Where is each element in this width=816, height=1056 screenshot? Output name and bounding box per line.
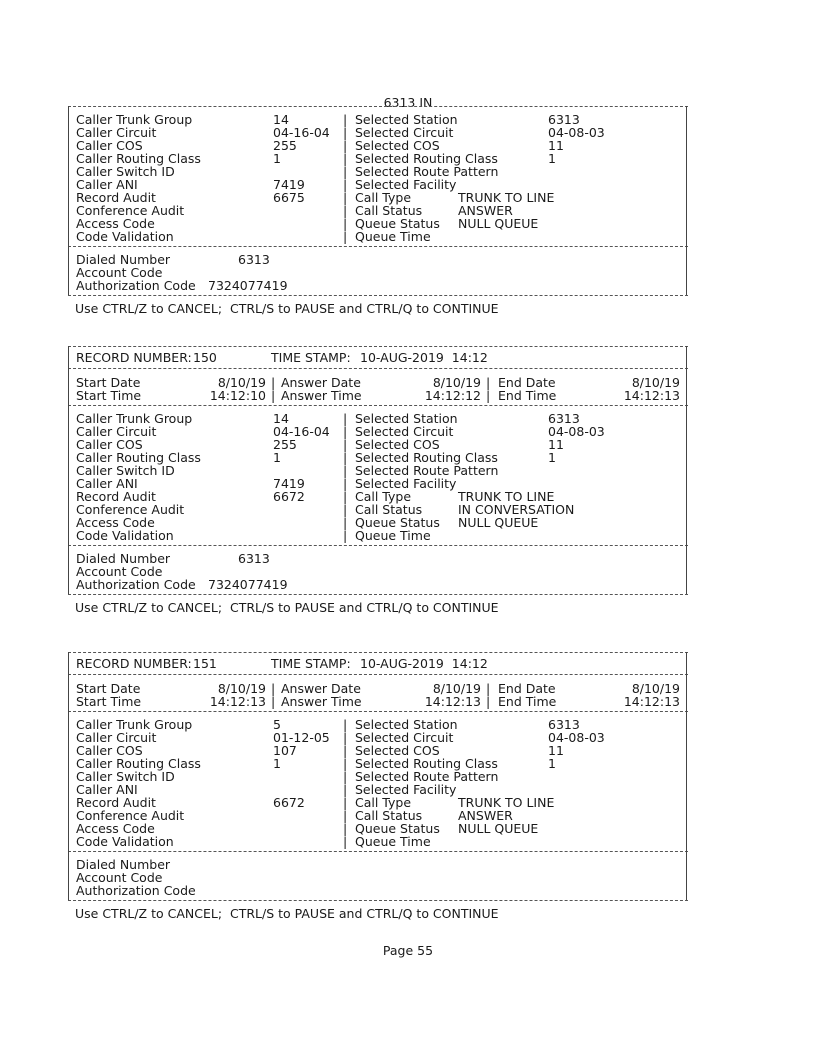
field-value: 04-08-03 xyxy=(548,125,605,140)
field-value: 7419 xyxy=(273,476,305,491)
time-row xyxy=(68,695,688,708)
field-label: Selected Circuit xyxy=(355,424,454,439)
field-label: Caller Switch ID xyxy=(76,164,175,179)
field-value: 04-08-03 xyxy=(548,424,605,439)
continue-hint: Use CTRL/Z to CANCEL; CTRL/S to PAUSE and CTRL/Q to CONTINUE xyxy=(75,600,499,615)
field-value: NULL QUEUE xyxy=(458,515,539,530)
field-value: TRUNK TO LINE xyxy=(458,795,555,810)
field-label: Conference Audit xyxy=(76,502,185,517)
field-value: 6313 xyxy=(238,551,270,566)
column-divider: | xyxy=(343,203,348,218)
field-value: 6313 xyxy=(548,112,580,127)
field-label: Call Type xyxy=(355,489,412,504)
start-time-value: 14:12:13 xyxy=(209,694,266,709)
column-divider: | xyxy=(343,834,348,849)
answer-date-label: Answer Date xyxy=(281,375,361,390)
start-time-label: Start Time xyxy=(76,694,142,709)
field-value: IN CONVERSATION xyxy=(458,502,575,517)
column-divider: | xyxy=(343,743,348,758)
field-label: Access Code xyxy=(76,821,155,836)
field-label: Queue Time xyxy=(355,834,431,849)
field-label: Access Code xyxy=(76,515,155,530)
time-row xyxy=(68,389,688,402)
answer-date-value: 8/10/19 xyxy=(432,681,481,696)
field-label: Selected Facility xyxy=(355,177,457,192)
column-divider: | xyxy=(343,717,348,732)
call-record-block xyxy=(68,346,688,594)
code-row xyxy=(68,578,688,591)
column-divider: | xyxy=(343,782,348,797)
field-value: 1 xyxy=(548,151,556,166)
column-divider: | xyxy=(486,681,491,696)
field-label: Selected Circuit xyxy=(355,730,454,745)
field-value: 255 xyxy=(273,138,297,153)
field-value: 1 xyxy=(273,756,281,771)
field-label: Call Type xyxy=(355,795,412,810)
detail-row xyxy=(68,835,688,848)
detail-row xyxy=(68,230,688,243)
field-value: 1 xyxy=(273,151,281,166)
field-label: Caller Switch ID xyxy=(76,769,175,784)
time-stamp-label: TIME STAMP: xyxy=(271,350,351,365)
end-date-value: 8/10/19 xyxy=(631,375,680,390)
field-label: Code Validation xyxy=(76,834,174,849)
field-value: 7324077419 xyxy=(208,577,288,592)
answer-time-value: 14:12:13 xyxy=(424,694,481,709)
end-time-label: End Time xyxy=(498,694,557,709)
column-divider: | xyxy=(343,528,348,543)
field-label: Code Validation xyxy=(76,528,174,543)
field-value: 14 xyxy=(273,411,289,426)
field-label: Selected Route Pattern xyxy=(355,463,499,478)
field-value: TRUNK TO LINE xyxy=(458,190,555,205)
field-label: Code Validation xyxy=(76,229,174,244)
field-value: 7324077419 xyxy=(208,278,288,293)
field-value: TRUNK TO LINE xyxy=(458,489,555,504)
column-divider: | xyxy=(343,756,348,771)
column-divider: | xyxy=(271,681,276,696)
dashed-separator xyxy=(68,545,688,546)
field-label: Selected Route Pattern xyxy=(355,164,499,179)
start-date-value: 8/10/19 xyxy=(217,681,266,696)
column-divider: | xyxy=(343,229,348,244)
dashed-separator xyxy=(68,652,688,653)
field-label: Account Code xyxy=(76,870,163,885)
field-label: Queue Time xyxy=(355,229,431,244)
column-divider: | xyxy=(343,164,348,179)
field-label: Selected COS xyxy=(355,743,440,758)
column-divider: | xyxy=(343,808,348,823)
column-divider: | xyxy=(343,730,348,745)
time-stamp-value: 10-AUG-2019 14:12 xyxy=(360,350,488,365)
left-border xyxy=(68,346,70,594)
detail-row xyxy=(68,529,688,542)
dashed-separator xyxy=(68,711,688,712)
dashed-separator xyxy=(68,674,688,675)
field-value: 107 xyxy=(273,743,297,758)
column-divider: | xyxy=(343,437,348,452)
page-title: 6313 IN xyxy=(383,95,433,110)
field-label: Selected Circuit xyxy=(355,125,454,140)
field-label: Access Code xyxy=(76,216,155,231)
answer-time-label: Answer Time xyxy=(281,388,362,403)
field-value: 04-16-04 xyxy=(273,424,330,439)
column-divider: | xyxy=(343,476,348,491)
column-divider: | xyxy=(271,388,276,403)
continue-hint: Use CTRL/Z to CANCEL; CTRL/S to PAUSE and CTRL/Q to CONTINUE xyxy=(75,301,499,316)
column-divider: | xyxy=(343,515,348,530)
dashed-separator xyxy=(68,594,688,595)
column-divider: | xyxy=(343,411,348,426)
field-label: Call Status xyxy=(355,502,423,517)
record-number-label: RECORD NUMBER: xyxy=(76,350,192,365)
column-divider: | xyxy=(343,821,348,836)
field-label: Caller Circuit xyxy=(76,730,157,745)
column-divider: | xyxy=(271,375,276,390)
end-date-label: End Date xyxy=(498,681,556,696)
column-divider: | xyxy=(486,388,491,403)
field-label: Selected Facility xyxy=(355,476,457,491)
field-value: 6313 xyxy=(238,252,270,267)
field-value: 14 xyxy=(273,112,289,127)
field-label: Selected Station xyxy=(355,717,458,732)
dashed-separator xyxy=(68,900,688,901)
dashed-separator xyxy=(68,346,688,347)
date-row xyxy=(68,682,688,695)
code-row xyxy=(68,884,688,897)
right-border xyxy=(686,106,688,295)
call-record-block xyxy=(68,106,688,295)
field-value: 01-12-05 xyxy=(273,730,330,745)
field-label: Account Code xyxy=(76,564,163,579)
date-row xyxy=(68,376,688,389)
field-label: Dialed Number xyxy=(76,252,171,267)
field-label: Queue Status xyxy=(355,515,440,530)
column-divider: | xyxy=(271,694,276,709)
field-value: 6672 xyxy=(273,489,305,504)
column-divider: | xyxy=(343,151,348,166)
field-label: Record Audit xyxy=(76,795,156,810)
answer-date-label: Answer Date xyxy=(281,681,361,696)
field-value: 1 xyxy=(548,450,556,465)
field-value: ANSWER xyxy=(458,808,513,823)
column-divider: | xyxy=(343,216,348,231)
field-label: Caller COS xyxy=(76,437,143,452)
column-divider: | xyxy=(343,795,348,810)
field-label: Queue Time xyxy=(355,528,431,543)
end-date-value: 8/10/19 xyxy=(631,681,680,696)
column-divider: | xyxy=(343,177,348,192)
field-label: Authorization Code xyxy=(76,577,196,592)
field-label: Conference Audit xyxy=(76,808,185,823)
record-header-row xyxy=(68,657,688,670)
page-number: Page 55 xyxy=(382,943,434,958)
field-value: 11 xyxy=(548,138,564,153)
column-divider: | xyxy=(486,375,491,390)
field-value: ANSWER xyxy=(458,203,513,218)
field-label: Caller Trunk Group xyxy=(76,112,193,127)
field-value: NULL QUEUE xyxy=(458,216,539,231)
field-value: 04-08-03 xyxy=(548,730,605,745)
field-label: Authorization Code xyxy=(76,278,196,293)
field-label: Call Status xyxy=(355,808,423,823)
field-label: Selected Station xyxy=(355,411,458,426)
end-time-value: 14:12:13 xyxy=(623,388,680,403)
field-value: 255 xyxy=(273,437,297,452)
field-label: Record Audit xyxy=(76,489,156,504)
record-number-value: 150 xyxy=(193,350,217,365)
answer-date-value: 8/10/19 xyxy=(432,375,481,390)
field-label: Caller Switch ID xyxy=(76,463,175,478)
field-value: 5 xyxy=(273,717,281,732)
field-label: Dialed Number xyxy=(76,551,171,566)
field-label: Caller COS xyxy=(76,138,143,153)
field-label: Caller Circuit xyxy=(76,424,157,439)
field-value: 6313 xyxy=(548,411,580,426)
field-value: NULL QUEUE xyxy=(458,821,539,836)
call-record-block xyxy=(68,652,688,900)
field-label: Caller Trunk Group xyxy=(76,411,193,426)
column-divider: | xyxy=(343,489,348,504)
field-value: 11 xyxy=(548,437,564,452)
field-value: 6672 xyxy=(273,795,305,810)
left-border xyxy=(68,652,70,900)
field-label: Call Status xyxy=(355,203,423,218)
dashed-separator xyxy=(68,368,688,369)
answer-time-label: Answer Time xyxy=(281,694,362,709)
field-label: Caller Routing Class xyxy=(76,151,201,166)
continue-hint: Use CTRL/Z to CANCEL; CTRL/S to PAUSE and CTRL/Q to CONTINUE xyxy=(75,906,499,921)
start-date-label: Start Date xyxy=(76,375,141,390)
field-label: Authorization Code xyxy=(76,883,196,898)
dashed-separator xyxy=(68,295,688,296)
column-divider: | xyxy=(486,694,491,709)
right-border xyxy=(686,652,688,900)
field-label: Selected COS xyxy=(355,138,440,153)
field-label: Selected Routing Class xyxy=(355,450,498,465)
column-divider: | xyxy=(343,190,348,205)
end-time-value: 14:12:13 xyxy=(623,694,680,709)
column-divider: | xyxy=(343,112,348,127)
column-divider: | xyxy=(343,450,348,465)
record-number-label: RECORD NUMBER: xyxy=(76,656,192,671)
dashed-separator xyxy=(68,246,688,247)
right-border xyxy=(686,346,688,594)
column-divider: | xyxy=(343,424,348,439)
field-label: Caller Routing Class xyxy=(76,756,201,771)
field-label: Selected COS xyxy=(355,437,440,452)
field-value: 04-16-04 xyxy=(273,125,330,140)
field-value: 1 xyxy=(548,756,556,771)
field-label: Account Code xyxy=(76,265,163,280)
field-label: Caller ANI xyxy=(76,476,138,491)
field-value: 6313 xyxy=(548,717,580,732)
field-label: Caller Circuit xyxy=(76,125,157,140)
end-date-label: End Date xyxy=(498,375,556,390)
start-date-value: 8/10/19 xyxy=(217,375,266,390)
time-stamp-value: 10-AUG-2019 14:12 xyxy=(360,656,488,671)
field-label: Selected Station xyxy=(355,112,458,127)
column-divider: | xyxy=(343,463,348,478)
field-value: 6675 xyxy=(273,190,305,205)
answer-time-value: 14:12:12 xyxy=(424,388,481,403)
field-label: Caller COS xyxy=(76,743,143,758)
field-label: Call Type xyxy=(355,190,412,205)
field-value: 7419 xyxy=(273,177,305,192)
left-border xyxy=(68,106,70,295)
record-number-value: 151 xyxy=(193,656,217,671)
field-label: Selected Route Pattern xyxy=(355,769,499,784)
start-date-label: Start Date xyxy=(76,681,141,696)
field-label: Caller Routing Class xyxy=(76,450,201,465)
field-label: Conference Audit xyxy=(76,203,185,218)
field-label: Selected Routing Class xyxy=(355,756,498,771)
field-label: Selected Routing Class xyxy=(355,151,498,166)
code-row xyxy=(68,279,688,292)
column-divider: | xyxy=(343,125,348,140)
dashed-separator xyxy=(68,405,688,406)
field-label: Dialed Number xyxy=(76,857,171,872)
field-label: Caller ANI xyxy=(76,782,138,797)
start-time-label: Start Time xyxy=(76,388,142,403)
column-divider: | xyxy=(343,502,348,517)
field-label: Queue Status xyxy=(355,821,440,836)
field-label: Caller Trunk Group xyxy=(76,717,193,732)
field-value: 1 xyxy=(273,450,281,465)
field-label: Selected Facility xyxy=(355,782,457,797)
column-divider: | xyxy=(343,138,348,153)
dashed-separator xyxy=(68,106,688,107)
field-label: Queue Status xyxy=(355,216,440,231)
column-divider: | xyxy=(343,769,348,784)
time-stamp-label: TIME STAMP: xyxy=(271,656,351,671)
start-time-value: 14:12:10 xyxy=(209,388,266,403)
dashed-separator xyxy=(68,851,688,852)
end-time-label: End Time xyxy=(498,388,557,403)
field-label: Caller ANI xyxy=(76,177,138,192)
field-value: 11 xyxy=(548,743,564,758)
record-header-row xyxy=(68,351,688,364)
field-label: Record Audit xyxy=(76,190,156,205)
